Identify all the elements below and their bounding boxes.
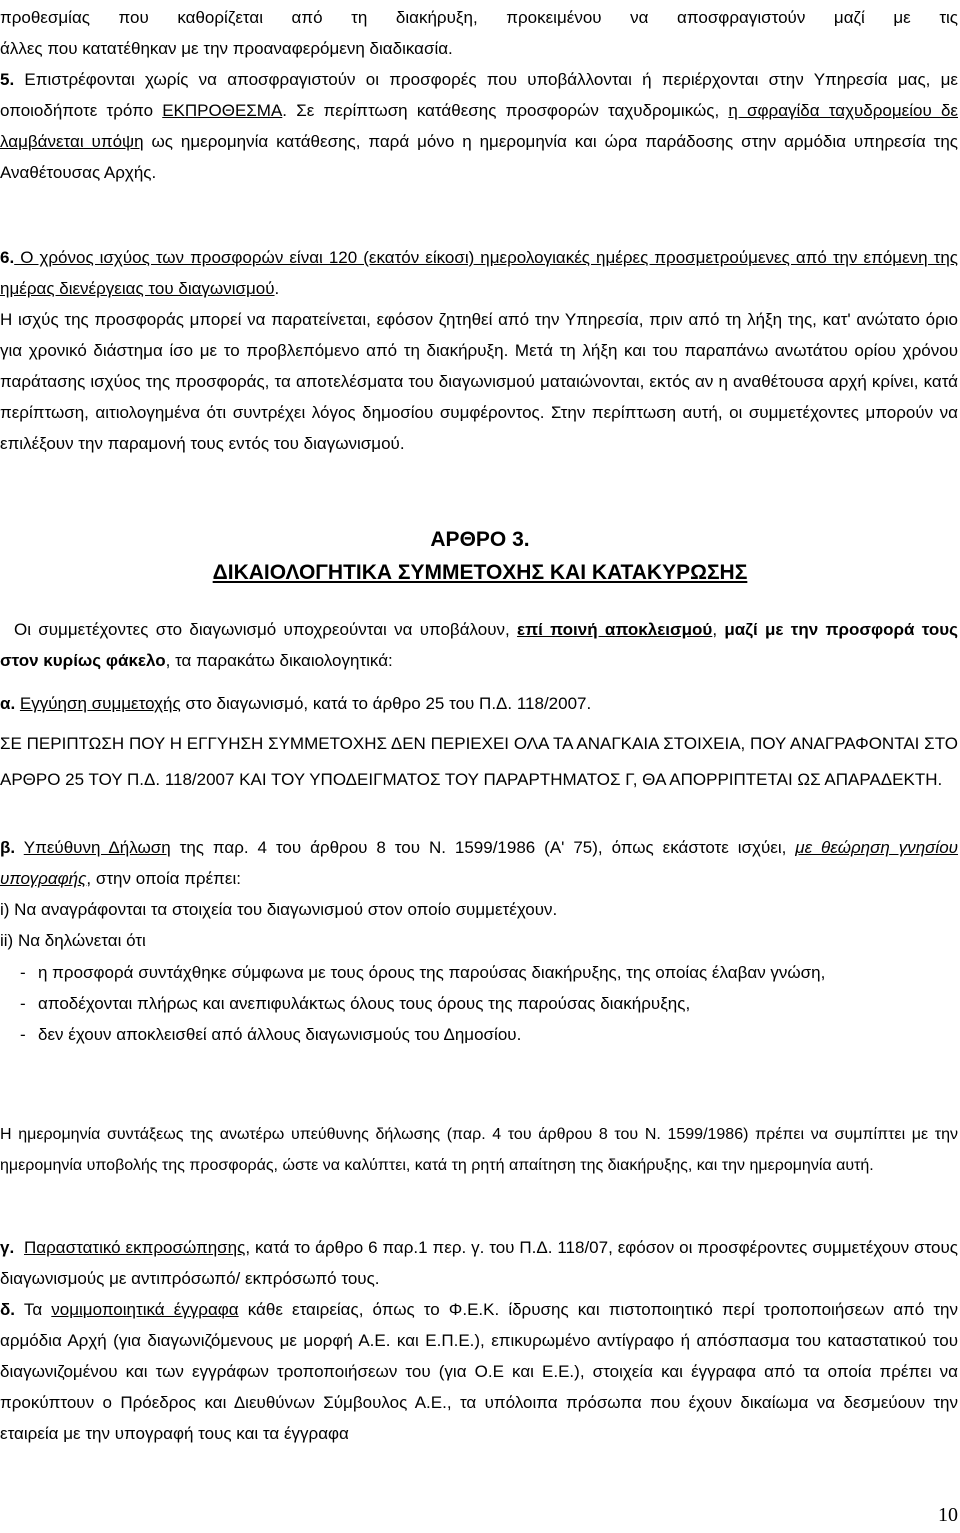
item-b-text-2: , στην οποία πρέπει: bbox=[86, 869, 241, 888]
paragraph-5-number: 5. bbox=[0, 70, 15, 89]
item-a-warning bbox=[0, 726, 958, 798]
paragraph-5-text-a: Επιστρέφονται χωρίς να αποσφραγιστούν οι προσφορές που υποβάλλονται ή περιέρχονται στην Υπηρεσία μας, με οποιοδήποτε τρόπο bbox=[0, 70, 958, 120]
item-a-label: α. bbox=[0, 694, 16, 713]
item-b-text: της παρ. 4 του άρθρου 8 του Ν. 1599/1986 (Α' 75), όπως εκάστοτε ισχύει, bbox=[170, 838, 796, 857]
intro-text-a: Οι συμμετέχοντες στο διαγωνισμό υποχρεούνται να υποβάλουν, bbox=[14, 620, 518, 639]
item-a bbox=[0, 688, 958, 719]
dash-item bbox=[20, 988, 958, 1019]
article-subtitle: ΔΙΚΑΙΟΛΟΓΗΤΙΚΑ ΣΥΜΜΕΤΟΧΗΣ ΚΑΙ ΚΑΤΑΚΥΡΩΣΗΣ bbox=[212, 561, 748, 584]
item-b-sub-i: i) Να αναγράφονται τα στοιχεία του διαγωνισμού στον οποίο συμμετέχουν. bbox=[0, 900, 558, 919]
paragraph-6-dot: . bbox=[274, 279, 280, 298]
dash-item-text: η προσφορά συντάχθηκε σύμφωνα με τους όρους της παρούσας διακήρυξης, της οποίας έλαβαν γνώση, bbox=[38, 963, 826, 982]
continuation-line-2: άλλες που κατατέθηκαν με την προαναφερόμενη διαδικασία. bbox=[0, 39, 453, 58]
intro-paragraph bbox=[0, 614, 958, 676]
item-b-label: β. bbox=[0, 838, 16, 857]
paragraph-5-late-underline: ΕΚΠΡΟΘΕΣΜΑ bbox=[162, 101, 283, 120]
article-title: ΑΡΘΡΟ 3. bbox=[430, 528, 530, 551]
item-c-text: , κατά το άρθρο 6 παρ.1 περ. γ. του Π.Δ. 118/07, εφόσον οι προσφέροντες συμμετέχουν στους διαγωνισμούς με αντιπρόσωπό/ εκπρόσωπό τους. bbox=[0, 1238, 958, 1288]
item-b-note-text: Η ημερομηνία συντάξεως της ανωτέρω υπεύθυνης δήλωσης (παρ. 4 του άρθρου 8 του Ν. 1599/1986) πρέπει να συμπίπτει με την ημερομηνία υποβολής της προσφοράς, ώστε να καλύπτει, κατά τη ρητή απαίτηση της διακήρυξης, και την ημερομηνία αυτή. bbox=[0, 1126, 958, 1174]
item-a-text: στο διαγωνισμό, κατά το άρθρο 25 του Π.Δ. 118/2007. bbox=[180, 694, 592, 713]
dash-bullet: - bbox=[20, 994, 26, 1013]
item-d-text-a: Τα bbox=[15, 1300, 52, 1319]
dash-bullet: - bbox=[20, 1025, 26, 1044]
paragraph-6 bbox=[0, 242, 958, 459]
item-a-guarantee: Εγγύηση συμμετοχής bbox=[19, 694, 181, 713]
item-b-declaration: Υπεύθυνη Δήλωση bbox=[23, 838, 171, 857]
dash-item bbox=[20, 1019, 958, 1050]
item-b-note bbox=[0, 1119, 958, 1181]
item-c-representation: Παραστατικό εκπροσώπησης bbox=[24, 1238, 246, 1257]
paragraph-5-text-c: ως ημερομηνία κατάθεσης, παρά μόνο η ημερομηνία και ώρα παράδοσης στην αρμόδια υπηρεσία της Αναθέτουσας Αρχής. bbox=[0, 132, 958, 182]
item-c bbox=[0, 1232, 958, 1294]
item-d bbox=[0, 1294, 958, 1449]
item-b-signature-cert: με θεώρηση γνησίου υπογραφής bbox=[0, 838, 959, 888]
item-d-text: κάθε εταιρείας, όπως το Φ.Ε.Κ. ίδρυσης και πιστοποιητικό περί τροποποιήσεων από την αρμόδια Αρχή (για διαγωνιζόμενους με μορφή Α.Ε. και Ε.Π.Ε.), επικυρωμένο αντίγραφο ή απόσπασμα του καταστατικού του διαγωνιζομένου και των εγγράφων τροποποιήσεων του (για Ο.Ε και Ε.Ε.), στοιχεία και έγγραφα από τα οποία πρέπει να προκύπτουν ο Πρόεδρος και Διευθύνων Σύμβουλος Α.Ε., τα υπόλοιπα πρόσωπα που έχουν δικαίωμα να δεσμεύουν την εταιρεία με την υπογραφή τους και τα έγγραφα bbox=[0, 1300, 958, 1443]
paragraph-6-validity-underline: Ο χρόνος ισχύος των προσφορών είναι 120 (εκατόν είκοσι) ημερολογιακές ημέρες προσμετρούμενες από την επόμενη της ημέρας διενέργειας του διαγωνισμού bbox=[0, 248, 958, 298]
item-d-legal-docs: νομιμοποιητικά έγγραφα bbox=[51, 1300, 239, 1319]
intro-main-envelope: μαζί με την προσφορά τους στον κυρίως φάκελο bbox=[0, 620, 959, 670]
item-b-sub-ii: ii) Να δηλώνεται ότι bbox=[0, 931, 146, 950]
intro-penalty: επί ποινή αποκλεισμού bbox=[517, 620, 713, 639]
paragraph-6-rest: Η ισχύς της προσφοράς μπορεί να παρατείνεται, εφόσον ζητηθεί από την Υπηρεσία, πριν από τη λήξη της, κατ' ανώτατο όριο για χρονικό διάστημα ίσο με το προβλεπόμενο από τη διακήρυξη. Μετά τη λήξη και του παραπάνω ανωτάτου ορίου χρόνου παράτασης ισχύος της προσφοράς, τα αποτελέσματα του διαγωνισμού ματαιώνονται, εκτός αν η αναθέτουσα αρχή κρίνει, κατά περίπτωση, αιτιολογημένα ότι συντρέχει λόγος δημοσίου συμφέροντος. Στην περίπτωση αυτή, οι συμμετέχοντες μπορούν να επιλέξουν την παραμονή τους εντός του διαγωνισμού. bbox=[0, 310, 958, 453]
item-a-warning-text: ΣΕ ΠΕΡΙΠΤΩΣΗ ΠΟΥ Η ΕΓΓΥΗΣΗ ΣΥΜΜΕΤΟΧΗΣ ΔΕΝ ΠΕΡΙΕΧΕΙ ΟΛΑ ΤΑ ΑΝΑΓΚΑΙΑ ΣΤΟΙΧΕΙΑ, ΠΟΥ ΑΝΑΓΡΑΦΟΝΤΑΙ ΣΤΟ ΑΡΘΡΟ 25 ΤΟΥ Π.Δ. 118/2007 ΚΑΙ ΤΟΥ ΥΠΟΔΕΙΓΜΑΤΟΣ ΤΟΥ ΠΑΡΑΡΤΗΜΑΤΟΣ Γ, ΘΑ ΑΠΟΡΡΙΠΤΕΤΑΙ ΩΣ ΑΠΑΡΑΔΕΚΤΗ. bbox=[0, 734, 958, 789]
dash-item-text: δεν έχουν αποκλεισθεί από άλλους διαγωνισμούς του Δημοσίου. bbox=[38, 1025, 522, 1044]
dash-item-text: αποδέχονται πλήρως και ανεπιφυλάκτως όλους τους όρους της παρούσας διακήρυξης, bbox=[38, 994, 691, 1013]
item-d-label: δ. bbox=[0, 1300, 16, 1319]
dash-item bbox=[20, 957, 958, 988]
paragraph-5-postmark-underline: η σφραγίδα ταχυδρομείου δε λαμβάνεται υπόψη bbox=[0, 101, 958, 151]
item-b bbox=[0, 832, 958, 956]
page-number: 10 bbox=[938, 1504, 958, 1526]
paragraph-6-number: 6. bbox=[0, 248, 15, 267]
continuation-line-1: προθεσμίας που καθορίζεται από τη διακήρυξη, προκειμένου να αποσφραγιστούν μαζί με τις bbox=[0, 8, 958, 27]
intro-comma: , bbox=[712, 620, 718, 639]
item-b-dash-list bbox=[20, 957, 958, 1050]
intro-text-c: , τα παρακάτω δικαιολογητικά: bbox=[165, 651, 393, 670]
dash-bullet: - bbox=[20, 963, 26, 982]
item-c-label: γ. bbox=[0, 1238, 15, 1257]
paragraph-5 bbox=[0, 64, 958, 188]
paragraph-5-text-b: . Σε περίπτωση κατάθεσης προσφορών ταχυδρομικώς, bbox=[282, 101, 729, 120]
paragraph-continuation bbox=[0, 2, 958, 64]
